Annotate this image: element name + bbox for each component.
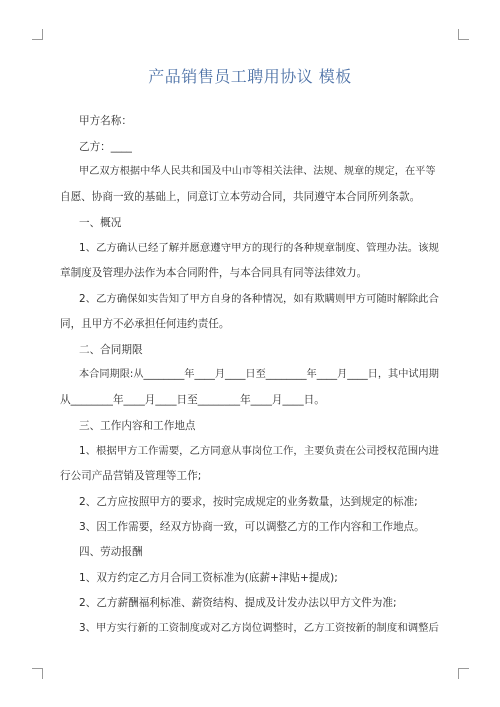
section-heading-term: 二、合同期限 (79, 344, 143, 356)
work-item-1-line-2: 行公司产品营销及管理等工作; (60, 470, 202, 482)
crop-mark-top-right (458, 29, 469, 40)
term-line-2: 从________年____月____日至________年____月____日。 (60, 394, 325, 406)
crop-mark-bottom-left (32, 668, 43, 679)
pay-item-3: 3、甲方实行新的工资制度或对乙方岗位调整时，乙方工资按新的制度和调整后 (79, 622, 439, 634)
section-heading-overview: 一、概况 (79, 217, 122, 229)
pay-item-1: 1、双方约定乙方月合同工资标准为(底薪+津贴+提成); (79, 572, 338, 584)
preamble-line-1: 甲乙双方根据中华人民共和国及中山市等相关法律、法规、规章的规定，在平等 (79, 166, 436, 177)
pay-item-2: 2、乙方薪酬福利标准、薪资结构、提成及计发办法以甲方文件为准; (79, 597, 397, 609)
work-item-2: 2、乙方应按照甲方的要求，按时完成规定的业务数量，达到规定的标准; (79, 496, 418, 508)
crop-mark-bottom-right (458, 668, 469, 679)
overview-item-1-line-2: 章制度及管理办法作为本合同附件，与本合同具有同等法律效力。 (60, 267, 368, 279)
overview-item-2-line-1: 2、乙方确保如实告知了甲方自身的各种情况，如有欺瞒则甲方可随时解除此合 (79, 293, 439, 305)
overview-item-1-line-1: 1、乙方确认已经了解并愿意遵守甲方的现行的各种规章制度、管理办法。该规 (79, 242, 439, 254)
work-item-1-line-1: 1、根据甲方工作需要，乙方同意从事岗位工作，主要负责在公司授权范围内进 (79, 445, 439, 457)
party-a-name-line: 甲方名称： (79, 115, 132, 127)
work-item-3: 3、因工作需要，经双方协商一致，可以调整乙方的工作内容和工作地点。 (79, 521, 425, 533)
preamble-line-2: 自愿、协商一致的基础上，同意订立本劳动合同，共同遵守本合同所列条款。 (60, 191, 421, 203)
overview-item-2-line-2: 同，且甲方不必承担任何违约责任。 (60, 318, 230, 330)
section-heading-pay: 四、劳动报酬 (79, 546, 143, 558)
term-line-1: 本合同期限:从________年____月____日至________年____月____日，其中试用期 (79, 369, 439, 380)
party-b-line: 乙方：____ (79, 141, 132, 153)
section-heading-work: 三、工作内容和工作地点 (79, 420, 196, 432)
document-title: 产品销售员工聘用协议 模板 (148, 67, 352, 86)
crop-mark-top-left (32, 29, 43, 40)
